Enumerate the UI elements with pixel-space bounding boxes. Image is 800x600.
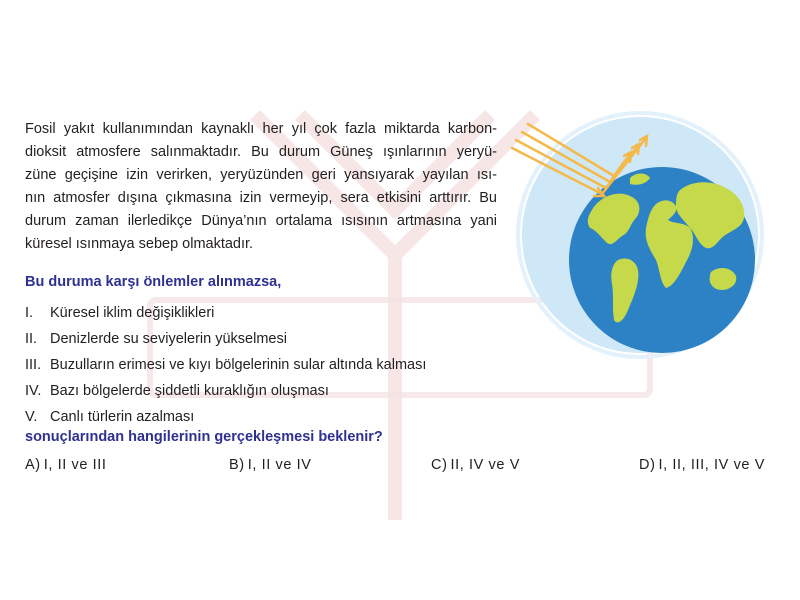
passage-line: Fosil yakıt kullanımından kaynaklı her yıl çok fazla miktarda karbon- — [25, 121, 497, 137]
passage-line: küresel ısınmaya sebep olmaktadır. — [25, 236, 254, 252]
question-prompt: Bu duruma karşı önlemler alınmazsa, — [25, 274, 282, 290]
statement-text: Bazı bölgelerde şiddetli kuraklığın oluşması — [50, 383, 329, 399]
statement-text: Canlı türlerin azalması — [50, 409, 195, 425]
passage-line: züne geçişine izin verirken, yeryüzünden geri yansıyarak yayılan ısı- — [25, 167, 497, 183]
statement-item — [25, 378, 426, 404]
passage-line: durum zaman ilerledikçe Dünya’nın ortalama ısısının artmasına yani — [25, 213, 497, 229]
statement-number: IV. — [25, 383, 42, 399]
statement-item — [25, 326, 426, 352]
earth-illustration — [500, 110, 770, 370]
statement-number: I. — [25, 305, 34, 321]
option-text: I, II ve IV — [247, 457, 312, 473]
statement-item — [25, 404, 426, 430]
statement-number: V. — [25, 409, 38, 425]
option-text: I, II, III, IV ve V — [658, 457, 766, 473]
option-c[interactable] — [431, 457, 520, 473]
passage-line: dioksit atmosfere salınmaktadır. Bu durum Güneş ışınlarının yeryü- — [25, 144, 497, 160]
option-b[interactable] — [229, 457, 312, 473]
option-text: II, IV ve V — [450, 457, 520, 473]
statement-number: III. — [25, 357, 42, 373]
statement-text: Küresel iklim değişiklikleri — [50, 305, 215, 321]
option-text: I, II ve III — [43, 457, 107, 473]
option-letter: B) — [229, 457, 245, 473]
question-text: sonuçlarından hangilerinin gerçekleşmesi beklenir? — [25, 429, 383, 445]
option-letter: A) — [25, 457, 41, 473]
statement-text: Buzulların erimesi ve kıyı bölgelerinin sular altında kalması — [50, 357, 427, 373]
option-letter: C) — [431, 457, 448, 473]
answer-options — [25, 457, 777, 479]
statement-list — [25, 300, 426, 430]
statement-item — [25, 352, 426, 378]
statement-item — [25, 300, 426, 326]
statement-number: II. — [25, 331, 38, 347]
option-letter: D) — [639, 457, 656, 473]
passage — [25, 118, 497, 256]
statement-text: Denizlerde su seviyelerin yükselmesi — [50, 331, 287, 347]
option-a[interactable] — [25, 457, 107, 473]
option-d[interactable] — [639, 457, 765, 473]
passage-line: nın atmosfer dışına çıkmasına izin vermeyip, sera etkisini arttırır. Bu — [25, 190, 497, 206]
